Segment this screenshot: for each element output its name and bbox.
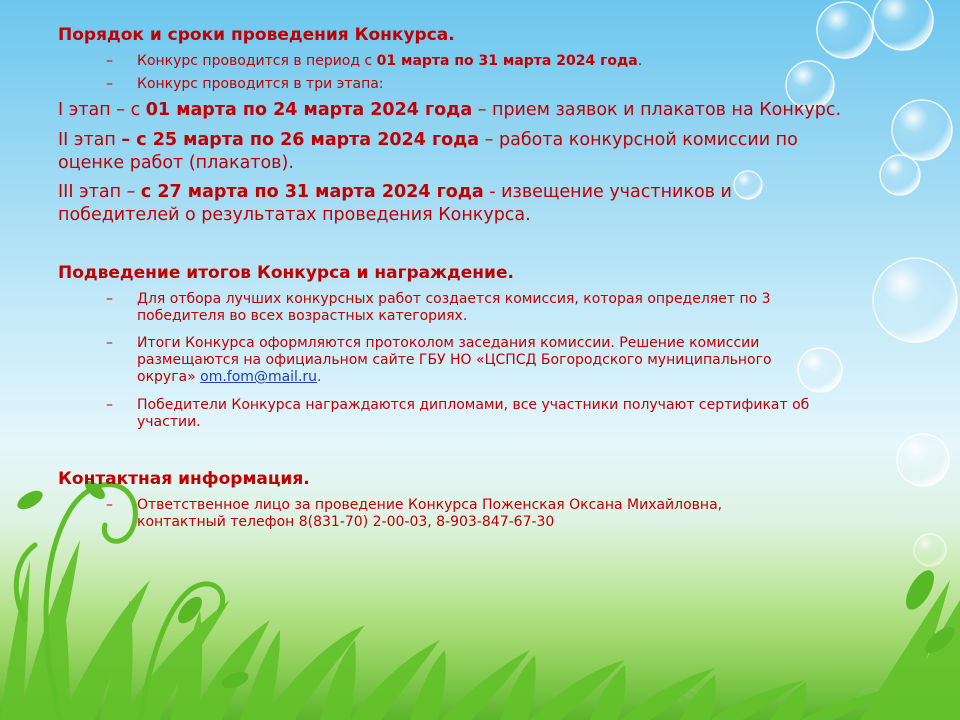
procedure-heading: Порядок и сроки проведения Конкурса. xyxy=(58,25,455,45)
email-link[interactable]: om.fom@mail.ru xyxy=(200,369,318,385)
document-slide: Порядок и сроки проведения Конкурса. – Конкурс проводится в период с 01 марта по 31 марта 2024 года. – Конкурс проводится в три этапа: I этап – с 01 марта по 24 марта 2024 года – прием заявок и плакатов на Конкурс. II этап – с 25 марта по 26 марта 2024 года – работа конкурсной комиссии по оценке работ (плакатов). III этап – с 27 марта по 31 марта 2024 года - извещение участников и победителей о результатах проведения Конкурса. Подведение итогов Конкурса и награждение. – Для отбора лучших конкурсных работ создается комиссия, которая определяет по 3 победителя во всех возрастных категориях. – Итоги Конкурса оформляются протоколом заседания комиссии. Решение комиссии размещаются на официальном сайте ГБУ НО «ЦСПСД Богородского муниципального округа» om.fom@mail.ru. – Победители Конкурса награждаются дипломами, все участники получают сертификат об участии. Контактная информация. – Ответственное лицо за проведение Конкурса Поженская Оксана Михайловна, контактный телефон 8(831-70) 2-00-03, 8-903-847-67-30 xyxy=(58,25,842,530)
stage-2: II этап – с 25 марта по 26 марта 2024 года – работа конкурсной комиссии по xyxy=(58,130,798,150)
bullet-marker: – xyxy=(106,76,113,92)
stage-3-line2: победителей о результатах проведения Конкурса. xyxy=(58,205,531,225)
stage-2-line2: оценке работ (плакатов). xyxy=(58,153,294,173)
contacts-heading: Контактная информация. xyxy=(58,469,310,489)
period-text: Конкурс проводится в период с xyxy=(137,53,377,69)
stages-text: Конкурс проводится в три этапа: xyxy=(137,76,384,92)
bullet-marker: – xyxy=(106,397,113,413)
stage-3: III этап – с 27 марта по 31 марта 2024 года - извещение участников и xyxy=(58,182,732,202)
stage-3-dates: с 27 марта по 31 марта 2024 года xyxy=(140,182,484,202)
bullet-marker: – xyxy=(106,335,113,351)
results-heading: Подведение итогов Конкурса и награждение. xyxy=(58,263,514,283)
bullet-marker: – xyxy=(106,53,113,69)
period-dates: 01 марта по 31 марта 2024 года xyxy=(376,53,638,69)
stage-2-dates: – с 25 марта по 26 марта 2024 года xyxy=(121,130,480,150)
bullet-marker: – xyxy=(106,291,113,307)
bullet-marker: – xyxy=(106,497,113,513)
stage-1: I этап – с 01 марта по 24 марта 2024 года – прием заявок и плакатов на Конкурс. xyxy=(58,100,842,120)
stage-1-dates: 01 марта по 24 марта 2024 года xyxy=(145,100,473,120)
